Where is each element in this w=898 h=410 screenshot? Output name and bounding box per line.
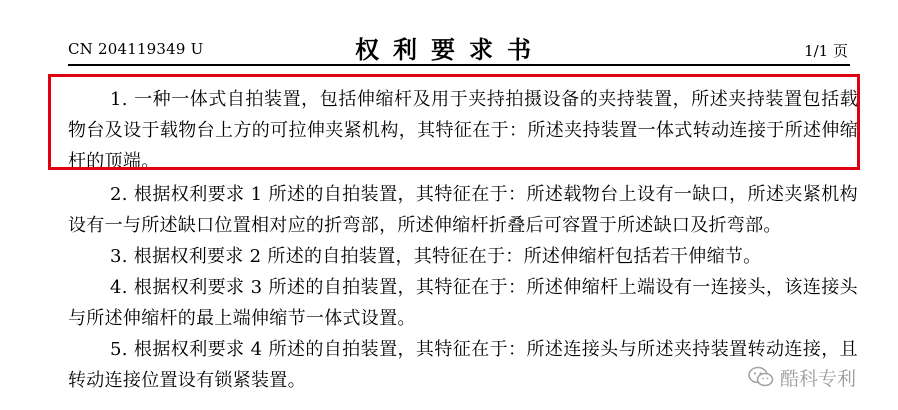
wechat-icon	[748, 366, 774, 388]
watermark	[748, 362, 856, 392]
page-title: 权利要求书	[355, 36, 545, 64]
page-number: 1/1 页	[804, 42, 848, 60]
claims-list	[68, 84, 858, 396]
header-divider	[68, 64, 850, 66]
claim-4: 4. 根据权利要求 3 所述的自拍装置，其特征在于：所述伸缩杆上端设有一连接头，该连接头与所述伸缩杆的最上端伸缩节一体式设置。	[68, 277, 858, 329]
claim-3: 3. 根据权利要求 2 所述的自拍装置，其特征在于：所述伸缩杆包括若干伸缩节。	[110, 246, 762, 267]
watermark-text: 酷科专利	[780, 367, 857, 390]
document-number: CN 204119349 U	[68, 40, 204, 58]
page-header	[68, 30, 848, 62]
claim-5: 5. 根据权利要求 4 所述的自拍装置，其特征在于：所述连接头与所述夹持装置转动连接，且转动连接位置设有锁紧装置。	[68, 339, 858, 391]
claim-1: 1. 一种一体式自拍装置，包括伸缩杆及用于夹持拍摄设备的夹持装置，所述夹持装置包括载物台及设于载物台上方的可拉伸夹紧机构，其特征在于：所述夹持装置一体式转动连接于所述伸缩杆的顶端。	[68, 89, 858, 172]
claim-2: 2. 根据权利要求 1 所述的自拍装置，其特征在于：所述载物台上设有一缺口，所述夹紧机构设有一与所述缺口位置相对应的折弯部，所述伸缩杆折叠后可容置于所述缺口及折弯部。	[68, 184, 858, 236]
